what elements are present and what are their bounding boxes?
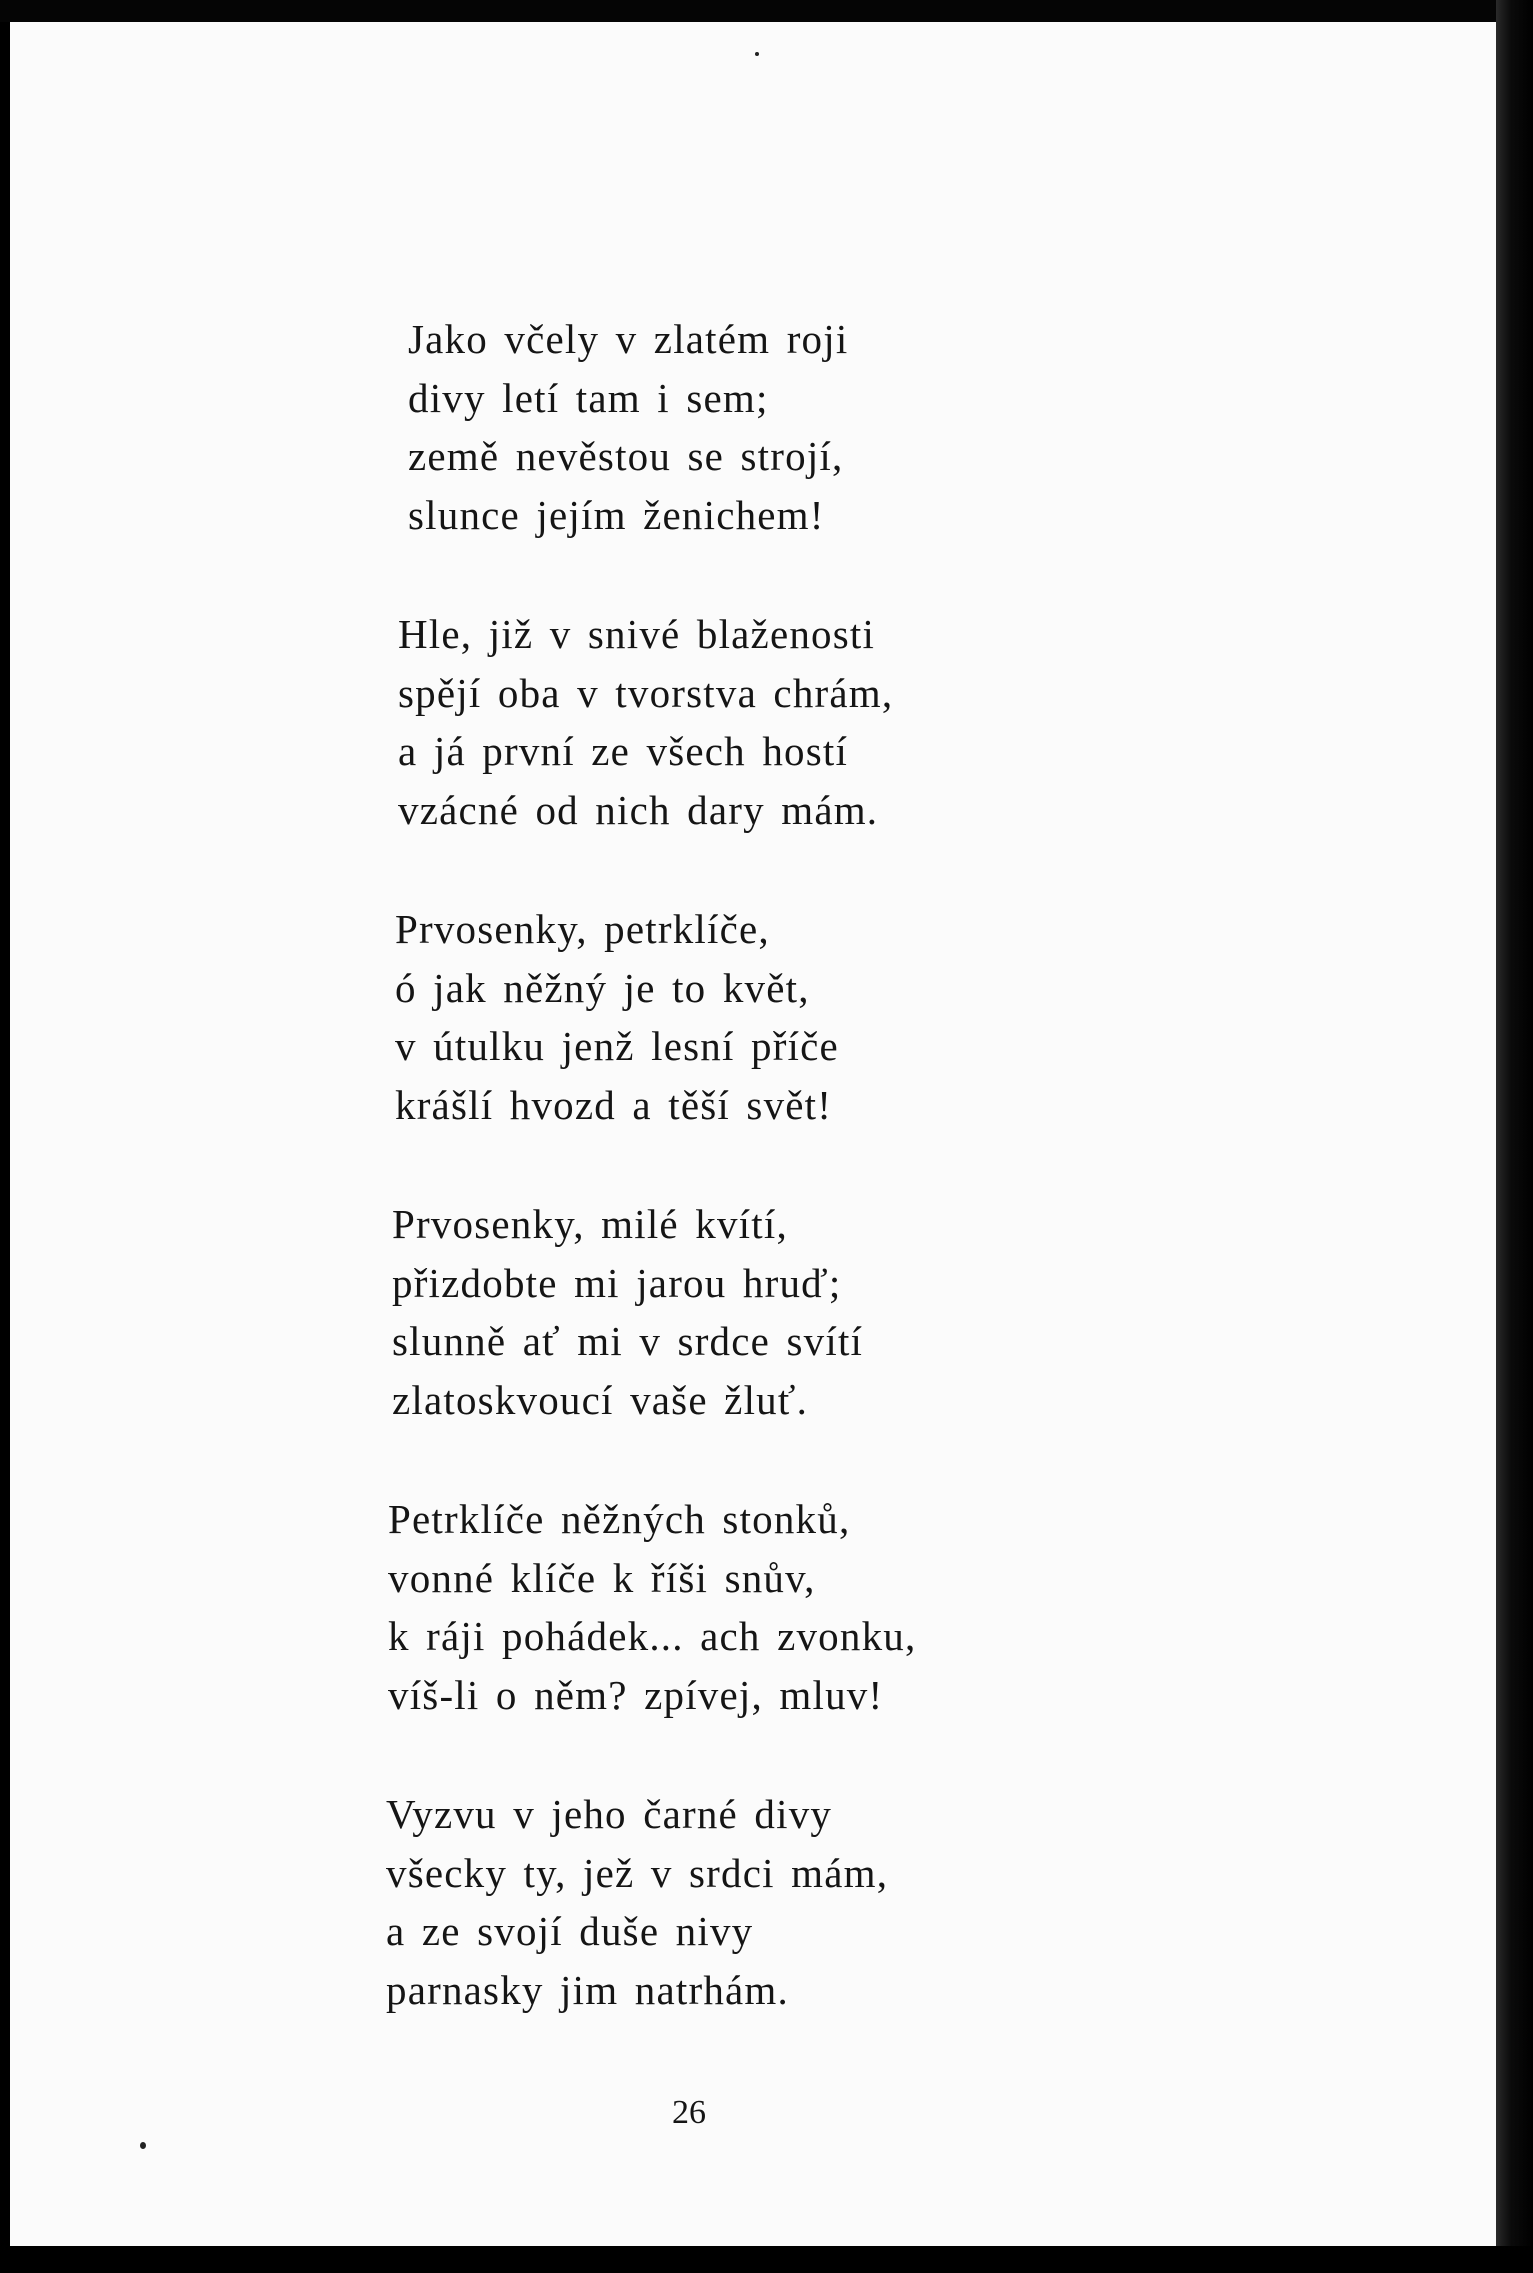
poem [386,310,1408,2080]
poem-line: Prvosenky, petrklíče, [395,906,770,952]
poem-line: Petrklíče něžných stonků, [388,1496,851,1542]
poem-line: a ze svojí duše nivy [386,1908,754,1954]
poem-line: ó jak něžný je to květ, [395,964,810,1011]
stanza-4 [392,1195,1408,1429]
poem-line: Hle, již v snivé blaženosti [398,611,876,657]
poem-line: Vyzvu v jeho čarné divy [386,1791,833,1837]
poem-line: krášlí hvozd a těší svět! [395,1081,833,1128]
poem-line: v útulku jenž lesní příče [395,1023,839,1069]
scan-border-bottom [0,2246,1533,2273]
stanza-1 [408,310,1408,544]
poem-line: spějí oba v tvorstva chrám, [398,669,894,716]
poem-line: Prvosenky, milé kvítí, [392,1201,788,1247]
poem-line: víš-li o něm? zpívej, mluv! [388,1671,884,1718]
stanza-6 [386,1785,1408,2019]
ink-speck [140,2142,146,2149]
scan-border-top [0,0,1533,22]
poem-line: parnasky jim natrhám. [386,1966,789,2013]
poem-line: všecky ty, jež v srdci mám, [386,1849,889,1896]
stanza-5 [388,1490,1408,1724]
poem-line: k ráji pohádek... ach zvonku, [388,1613,917,1659]
poem-line: slunce jejím ženichem! [408,491,825,538]
stanza-3 [395,900,1408,1134]
scan-border-right [1496,0,1533,2273]
poem-line: zlatoskvoucí vaše žluť. [392,1376,809,1423]
poem-line: Jako včely v zlatém roji [408,316,849,362]
poem-line: a já první ze všech hostí [398,728,849,774]
poem-line: vzácné od nich dary mám. [398,786,879,833]
poem-line: vonné klíče k říši snův, [388,1554,816,1601]
stanza-2 [398,605,1408,839]
ink-speck [755,52,759,56]
poem-line: přizdobte mi jarou hruď; [392,1259,842,1306]
poem-line: divy letí tam i sem; [408,374,769,421]
poem-line: země nevěstou se strojí, [408,433,844,479]
page-number: 26 [672,2094,706,2131]
poem-line: slunně ať mi v srdce svítí [392,1318,864,1364]
